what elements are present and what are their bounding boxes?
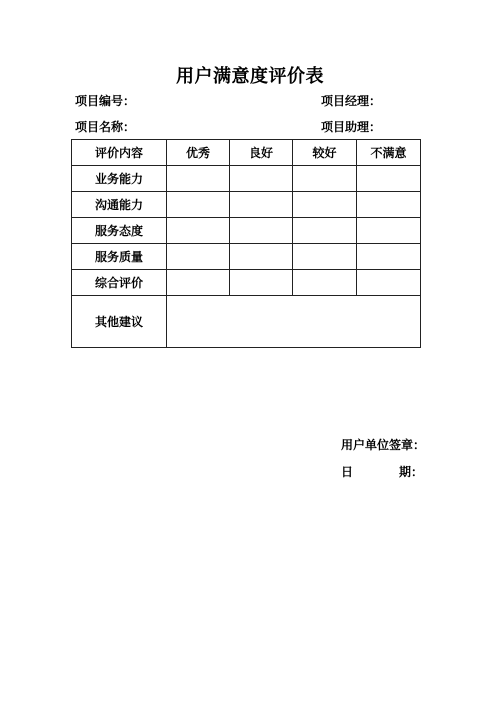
rating-cell[interactable] [167,192,230,218]
rating-cell[interactable] [293,218,357,244]
table-row [72,192,421,218]
rating-cell[interactable] [293,244,357,270]
project-manager-label: 项目经理： [321,94,382,108]
table-row [72,218,421,244]
row-label-service-attitude: 服务态度 [72,218,167,244]
header-cell-criteria: 评价内容 [72,140,167,166]
header-cell-good: 良好 [230,140,293,166]
header-cell-unsatisfied: 不满意 [357,140,421,166]
remarks-row [72,296,421,348]
form-title: 用户满意度评价表 [176,66,324,87]
rating-cell[interactable] [357,244,421,270]
evaluation-table [71,139,421,348]
table-row [72,244,421,270]
rating-cell[interactable] [357,192,421,218]
rating-cell[interactable] [357,270,421,296]
rating-cell[interactable] [167,218,230,244]
date-label-char-1: 日 [341,465,354,479]
rating-cell[interactable] [230,192,293,218]
header-cell-fair: 较好 [293,140,357,166]
rating-cell[interactable] [293,192,357,218]
rating-cell[interactable] [293,166,357,192]
rating-cell[interactable] [167,270,230,296]
table-header-row [72,140,421,166]
rating-cell[interactable] [357,218,421,244]
row-label-communication: 沟通能力 [72,192,167,218]
rating-cell[interactable] [293,270,357,296]
rating-cell[interactable] [167,166,230,192]
rating-cell[interactable] [230,218,293,244]
row-label-overall: 综合评价 [72,270,167,296]
table-row [72,166,421,192]
row-label-business-ability: 业务能力 [72,166,167,192]
project-assistant-label: 项目助理： [321,120,382,134]
project-name-label: 项目名称： [75,120,136,134]
row-label-service-quality: 服务质量 [72,244,167,270]
project-no-label: 项目编号： [75,94,136,108]
rating-cell[interactable] [230,270,293,296]
remarks-label: 其他建议 [72,296,167,348]
rating-cell[interactable] [167,244,230,270]
table-row [72,270,421,296]
rating-cell[interactable] [357,166,421,192]
date-label-char-2: 期： [399,465,424,479]
header-cell-excellent: 优秀 [167,140,230,166]
unit-seal-label: 用户单位签章： [341,438,426,452]
rating-cell[interactable] [230,166,293,192]
remarks-field[interactable] [167,296,421,348]
rating-cell[interactable] [230,244,293,270]
